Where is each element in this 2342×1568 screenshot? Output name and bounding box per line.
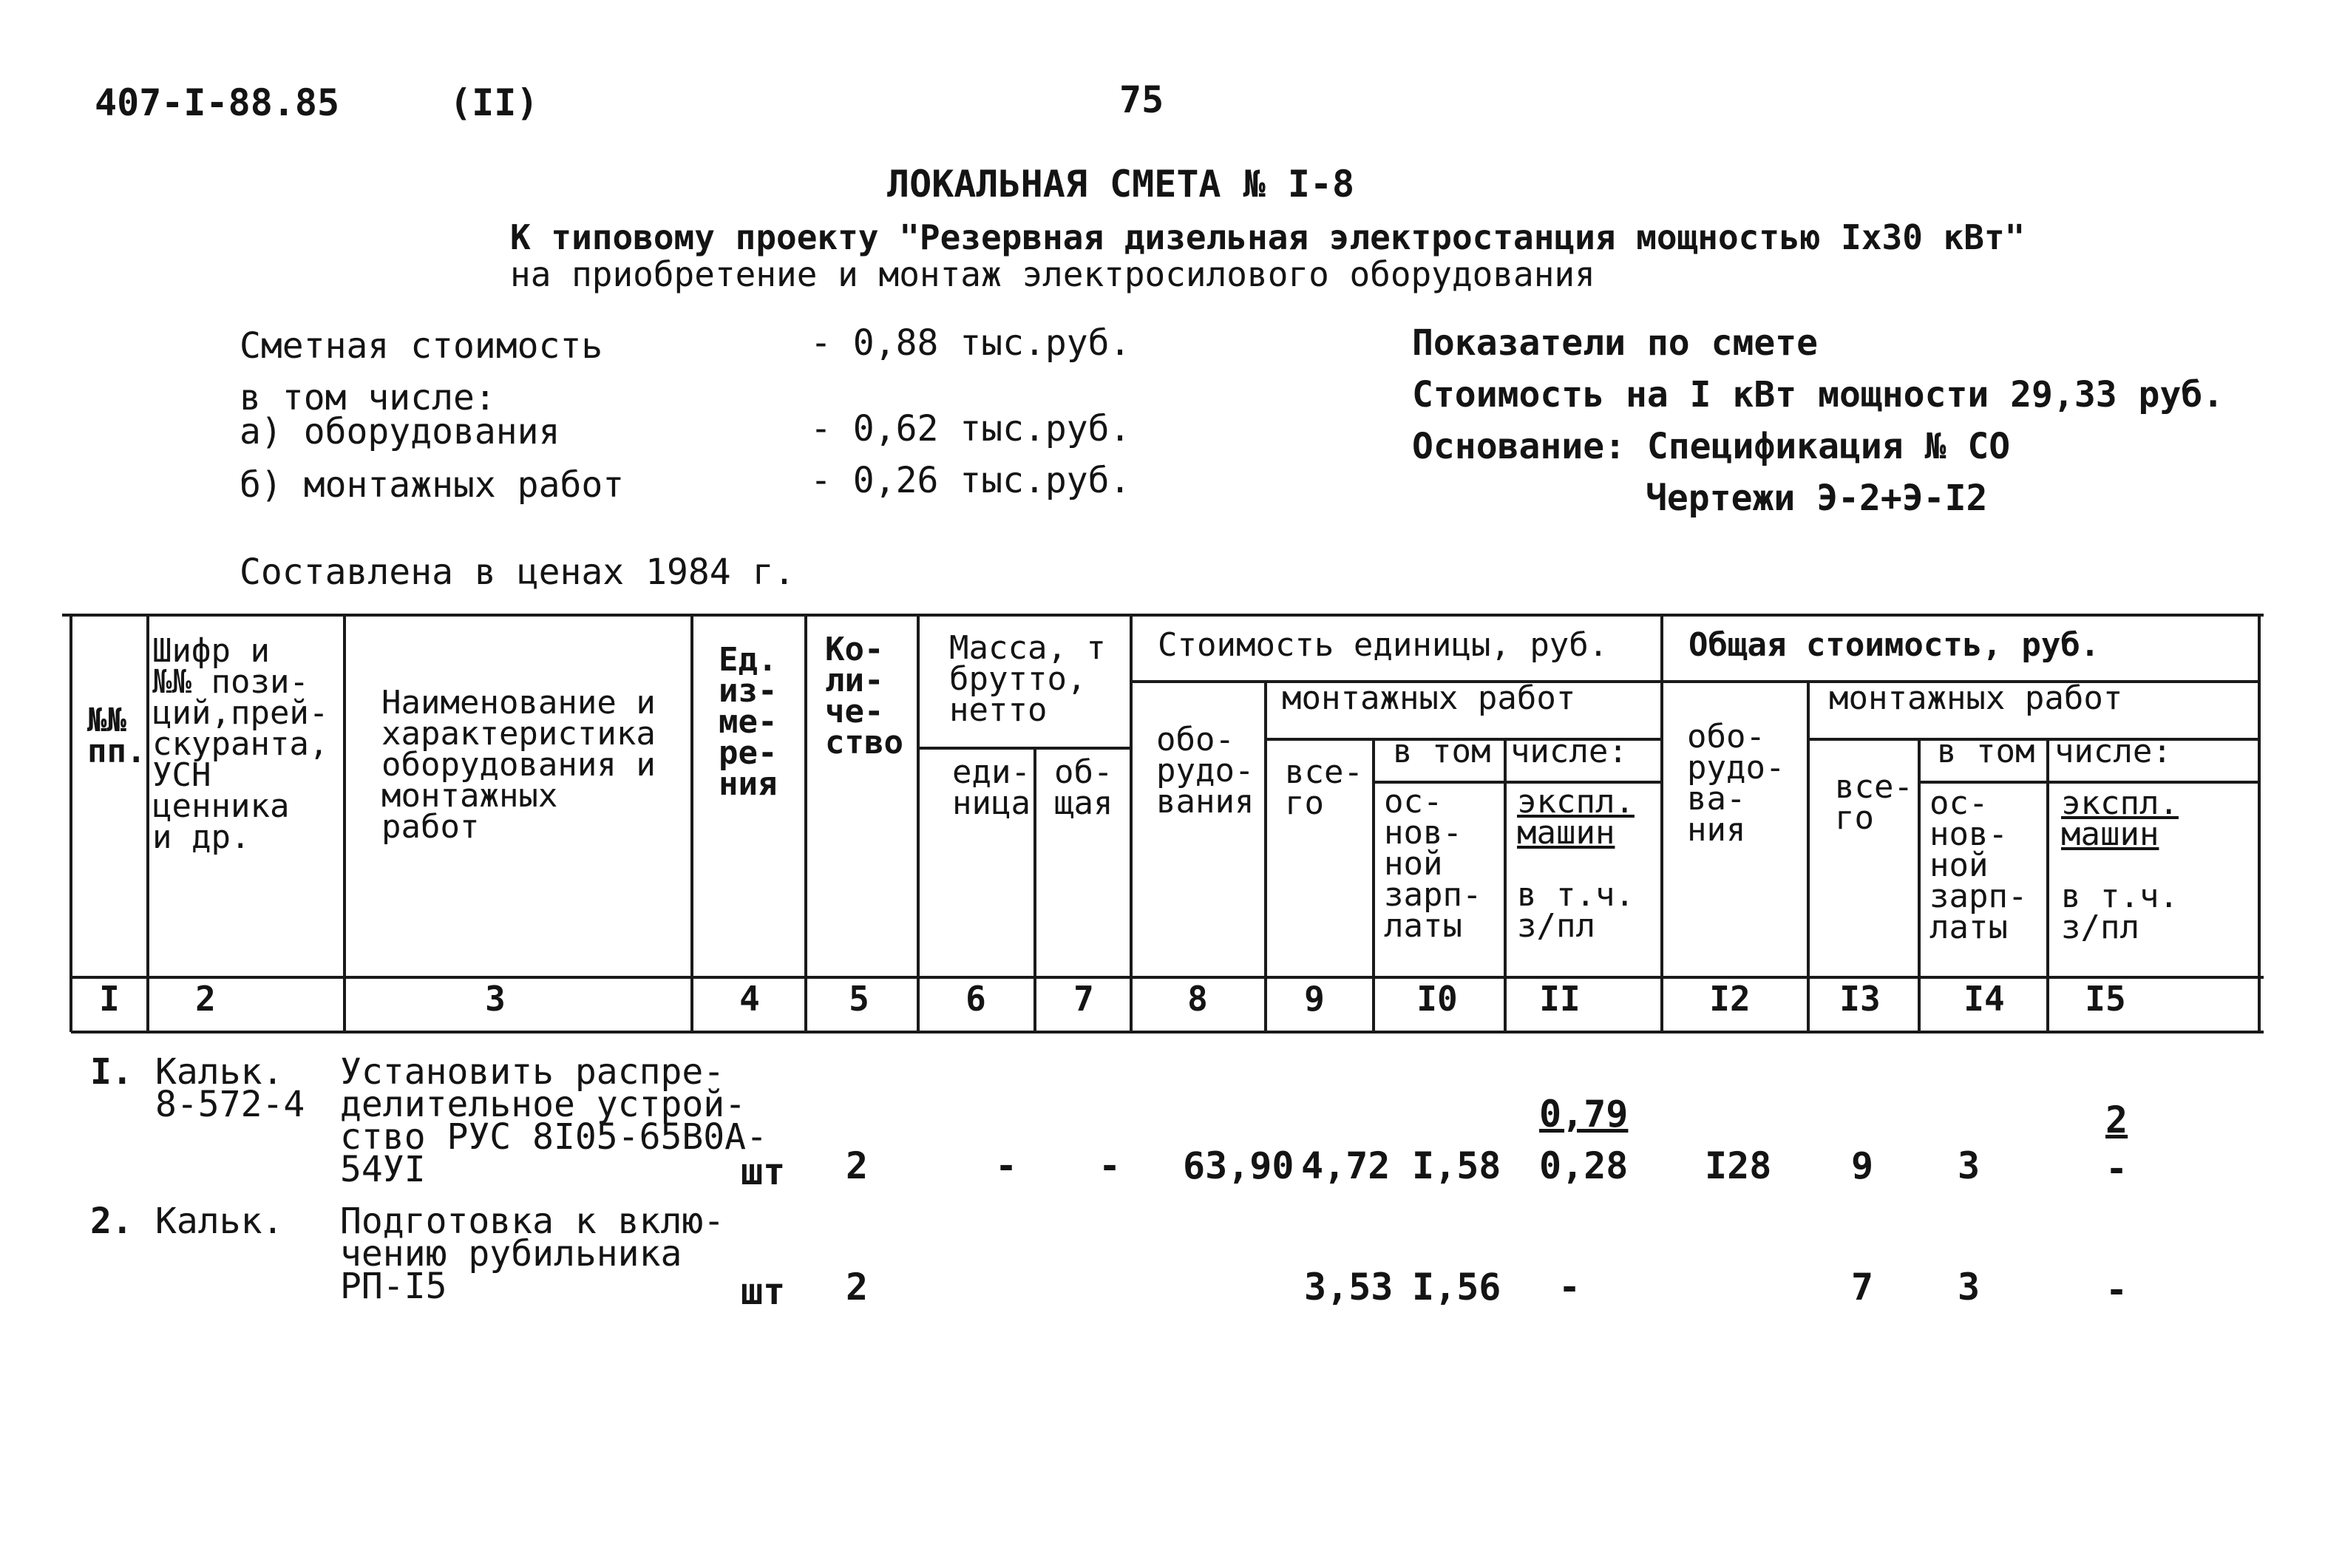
column-number-9: 9 [1304,979,1325,1019]
row1-wages: I,58 [1412,1144,1501,1187]
header-overall-cost: Общая стоимость, руб. [1688,626,2100,664]
row1-unit: шт [741,1150,786,1193]
header-unit-installation: монтажных работ [1282,679,1576,717]
column-number-12: I2 [1709,979,1751,1019]
column-number-2: 2 [195,979,216,1019]
row1-overall-machines-top: 2 [2105,1099,2128,1141]
estimate-title: ЛОКАЛЬНАЯ СМЕТА № I-8 [887,163,1355,206]
column-number-8: 8 [1187,979,1208,1019]
installation-cost-label: б) монтажных работ [240,464,625,506]
column-number-10: I0 [1416,979,1458,1019]
total-cost-value: - 0,88 тыс.руб. [810,322,1131,364]
header-overall-machines: экспл. машин [2061,784,2179,853]
header-name: Наименование и характеристика оборудования и монтажных работ [381,684,656,846]
row1-mass-total: - [1099,1144,1121,1187]
row1-code: Кальк. 8-572-4 [155,1051,305,1125]
equipment-cost-value: - 0,62 тыс.руб. [810,408,1131,449]
indicators-title: Показатели по смете [1412,322,1819,364]
header-unit: Ед. из- ме- ре- ния [719,641,778,803]
row1-machines: 0,28 [1539,1144,1629,1187]
row1-overall-wages: 3 [1958,1144,1980,1187]
row1-overall-install: 9 [1851,1144,1874,1187]
including-label: в том числе: [240,377,496,418]
row1-overall-equipment: I28 [1705,1144,1772,1187]
header-overall-installation: монтажных работ [1829,679,2123,717]
document-code: 407-I-88.85 [95,81,340,124]
row2-number: 2. [90,1201,133,1242]
header-mass-unit: еди- ница [952,753,1031,822]
header-mass: Масса, т брутто, нетто [949,629,1106,729]
header-overall-machines-wages: в т.ч. з/пл [2061,878,2179,946]
row2-code: Кальк. [155,1201,284,1242]
row2-unit: шт [741,1270,786,1313]
header-overall-including: в том числе: [1937,733,2172,770]
header-overall-equipment: обо- рудо- ва- ния [1687,718,1785,849]
header-code: Шифр и №№ пози- ций,прей- скуранта, УСН ценника и др. [152,632,329,856]
header-overall-wages: ос- нов- ной зарп- латы [1929,784,2028,946]
page-number: 75 [1119,78,1164,121]
header-unit-equipment: обо- рудо- вания [1156,721,1255,821]
row2-wages: I,56 [1412,1266,1501,1309]
basis-spec: Основание: Спецификация № СО [1412,426,2011,467]
column-number-6: 6 [965,979,986,1019]
column-number-7: 7 [1073,979,1094,1019]
header-overall-install-total: все- го [1835,768,1913,837]
column-number-15: I5 [2085,979,2126,1019]
row2-overall-machines: - [2105,1269,2128,1311]
cost-per-kw: Стоимость на I кВт мощности 29,33 руб. [1412,374,2224,415]
column-number-4: 4 [739,979,760,1019]
prices-note: Составлена в ценах 1984 г. [240,551,795,593]
row2-overall-wages: 3 [1958,1266,1980,1309]
estimate-subtitle-line1: К типовому проекту "Резервная дизельная электростанция мощностью Ix30 кВт" [510,217,2026,257]
row2-overall-install: 7 [1851,1266,1874,1309]
basis-drawings: Чертежи Э-2+Э-I2 [1646,478,1988,519]
column-number-1: I [99,979,120,1019]
document-mark: (II) [449,81,539,124]
column-number-5: 5 [849,979,869,1019]
row1-mass-unit: - [995,1144,1018,1187]
column-number-13: I3 [1839,979,1881,1019]
row1-machines-top: 0,79 [1539,1093,1629,1136]
row2-install-total: 3,53 [1304,1266,1394,1309]
row1-number: I. [90,1051,133,1093]
column-number-3: 3 [485,979,506,1019]
header-unit-machines: экспл. машин [1517,783,1635,852]
header-unit-wages: ос- нов- ной зарп- латы [1384,783,1482,945]
row1-quantity: 2 [846,1144,869,1187]
row2-name: Подготовка к вклю- чению рубильника РП-I5 [340,1201,725,1307]
total-cost-label: Сметная стоимость [240,325,603,367]
header-unit-including: в том числе: [1393,733,1628,770]
row1-equipment-cost: 63,90 [1183,1144,1294,1187]
header-unit-machines-wages: в т.ч. з/пл [1517,876,1635,945]
installation-cost-value: - 0,26 тыс.руб. [810,460,1131,501]
row2-quantity: 2 [846,1266,869,1309]
equipment-cost-label: а) оборудования [240,411,560,452]
column-number-11: II [1539,979,1581,1019]
header-row-number: №№ пп. [87,702,146,770]
header-unit-cost: Стоимость единицы, руб. [1158,626,1609,664]
row2-machines: - [1558,1266,1581,1309]
estimate-subtitle-line2: на приобретение и монтаж электросилового оборудования [510,254,1595,294]
row1-install-total: 4,72 [1301,1144,1391,1187]
header-mass-total: об- щая [1054,753,1113,822]
row1-overall-machines: - [2105,1147,2128,1190]
header-quantity: Ко- ли- че- ство [825,631,903,761]
column-number-14: I4 [1963,979,2005,1019]
header-unit-install-total: все- го [1285,753,1363,822]
row1-name: Установить распре- делительное устрой- ство РУС 8I05-65B0A- 54УI [340,1051,767,1190]
